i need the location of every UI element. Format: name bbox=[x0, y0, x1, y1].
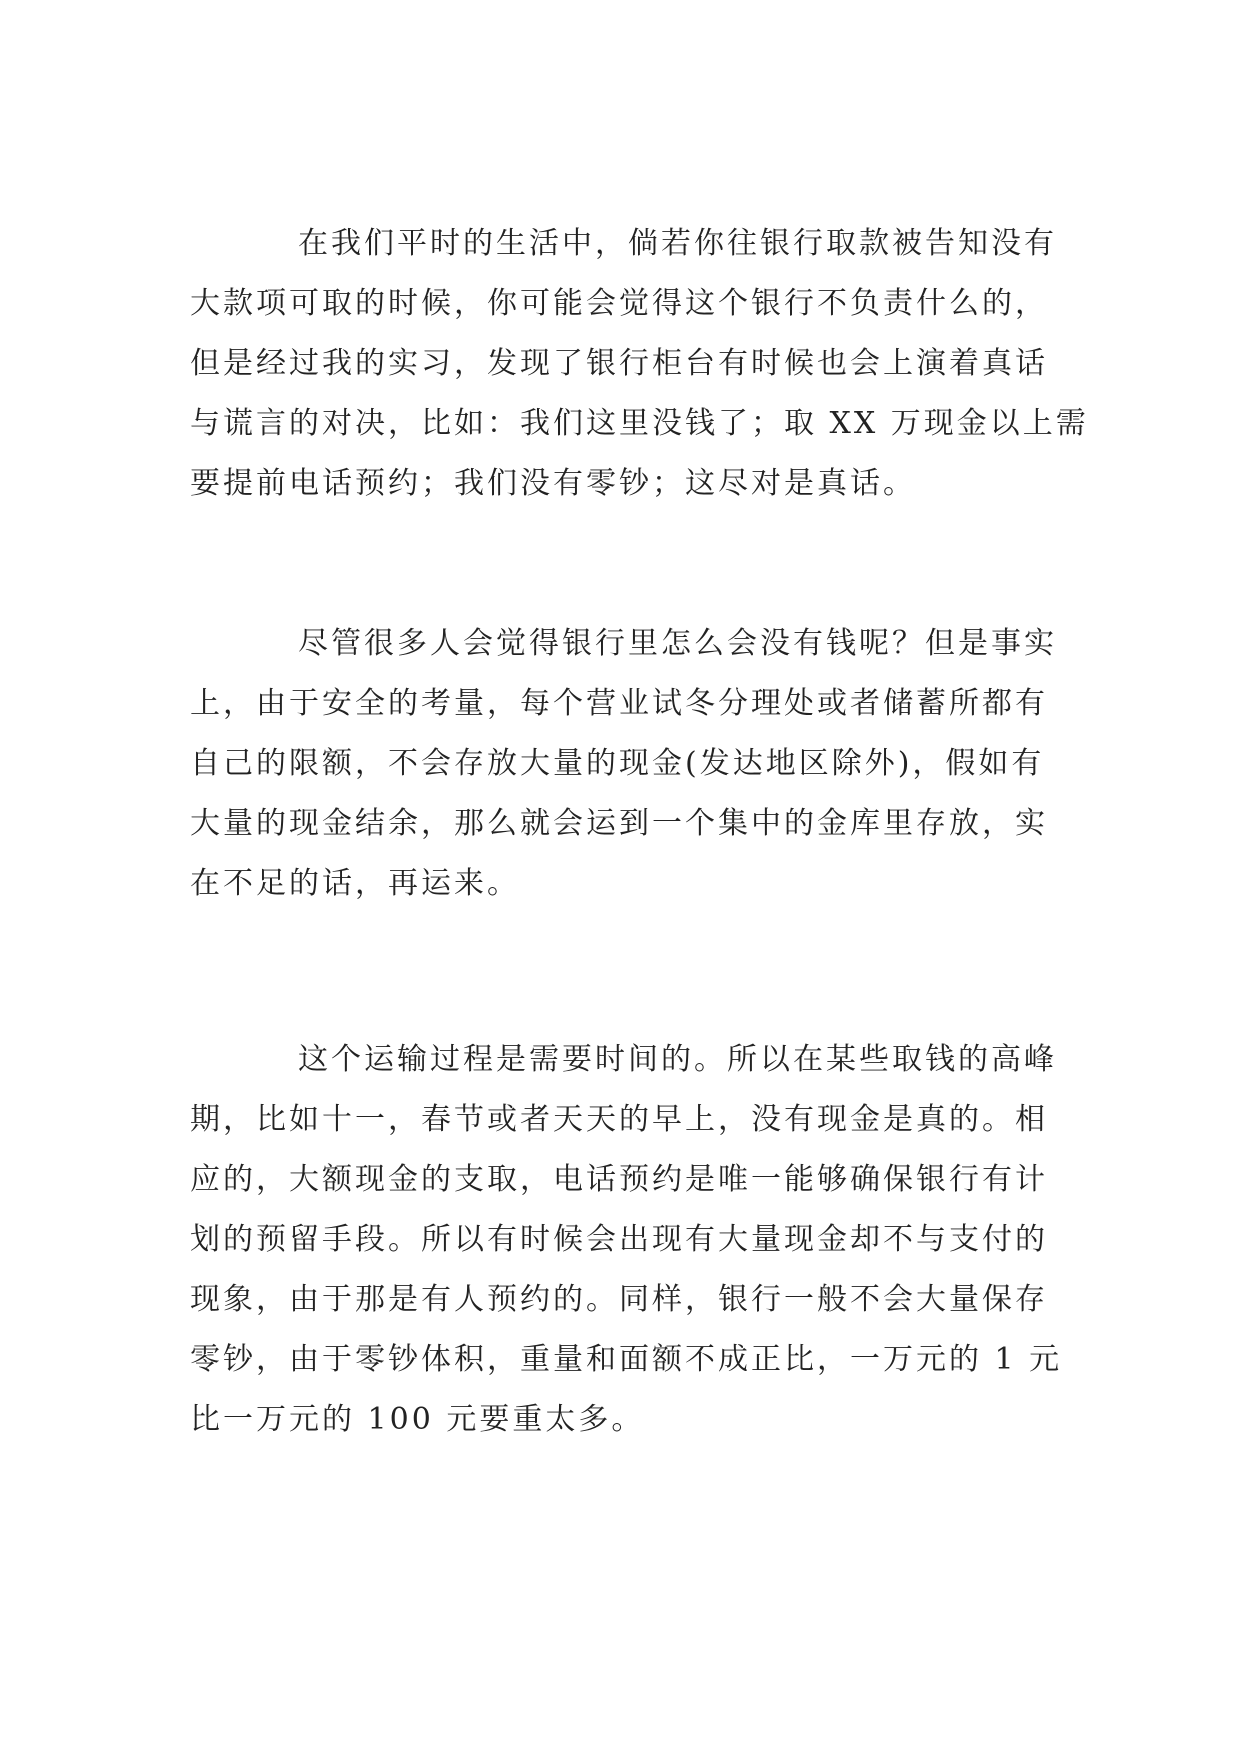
paragraph-line: 上，由于安全的考量，每个营业试冬分理处或者储蓄所都有 bbox=[190, 686, 1048, 721]
paragraph-line: 现象，由于那是有人预约的。同样，银行一般不会大量保存 bbox=[190, 1282, 1048, 1317]
paragraph-line: 应的，大额现金的支取，电话预约是唯一能够确保银行有计 bbox=[190, 1162, 1048, 1197]
paragraph-line: 这个运输过程是需要时间的。所以在某些取钱的高峰 bbox=[298, 1042, 1057, 1077]
paragraph-line: 期，比如十一，春节或者天天的早上，没有现金是真的。相 bbox=[190, 1102, 1048, 1137]
paragraph-line: 在不足的话，再运来。 bbox=[190, 866, 520, 901]
paragraph-line: 与谎言的对决，比如：我们这里没钱了；取 XX 万现金以上需 bbox=[190, 406, 1089, 441]
paragraph-line: 尽管很多人会觉得银行里怎么会没有钱呢？但是事实 bbox=[298, 626, 1057, 661]
paragraph-line: 划的预留手段。所以有时候会出现有大量现金却不与支付的 bbox=[190, 1222, 1048, 1257]
paragraph-line: 大量的现金结余，那么就会运到一个集中的金库里存放，实 bbox=[190, 806, 1048, 841]
paragraph-line: 比一万元的 100 元要重太多。 bbox=[190, 1402, 645, 1437]
paragraph-line: 大款项可取的时候，你可能会觉得这个银行不负责什么的， bbox=[190, 286, 1048, 321]
paragraph-line: 自己的限额，不会存放大量的现金(发达地区除外)，假如有 bbox=[190, 746, 1045, 781]
paragraph-line: 在我们平时的生活中，倘若你往银行取款被告知没有 bbox=[298, 226, 1057, 261]
paragraph-transport-time bbox=[190, 1030, 1063, 1450]
paragraph-cash-limits bbox=[190, 614, 1057, 914]
paragraph-line: 要提前电话预约；我们没有零钞；这尽对是真话。 bbox=[190, 466, 916, 501]
paragraph-line: 但是经过我的实习，发现了银行柜台有时候也会上演着真话 bbox=[190, 346, 1048, 381]
paragraph-bank-truth bbox=[190, 214, 1089, 514]
paragraph-line: 零钞，由于零钞体积，重量和面额不成正比，一万元的 1 元 bbox=[190, 1342, 1063, 1377]
